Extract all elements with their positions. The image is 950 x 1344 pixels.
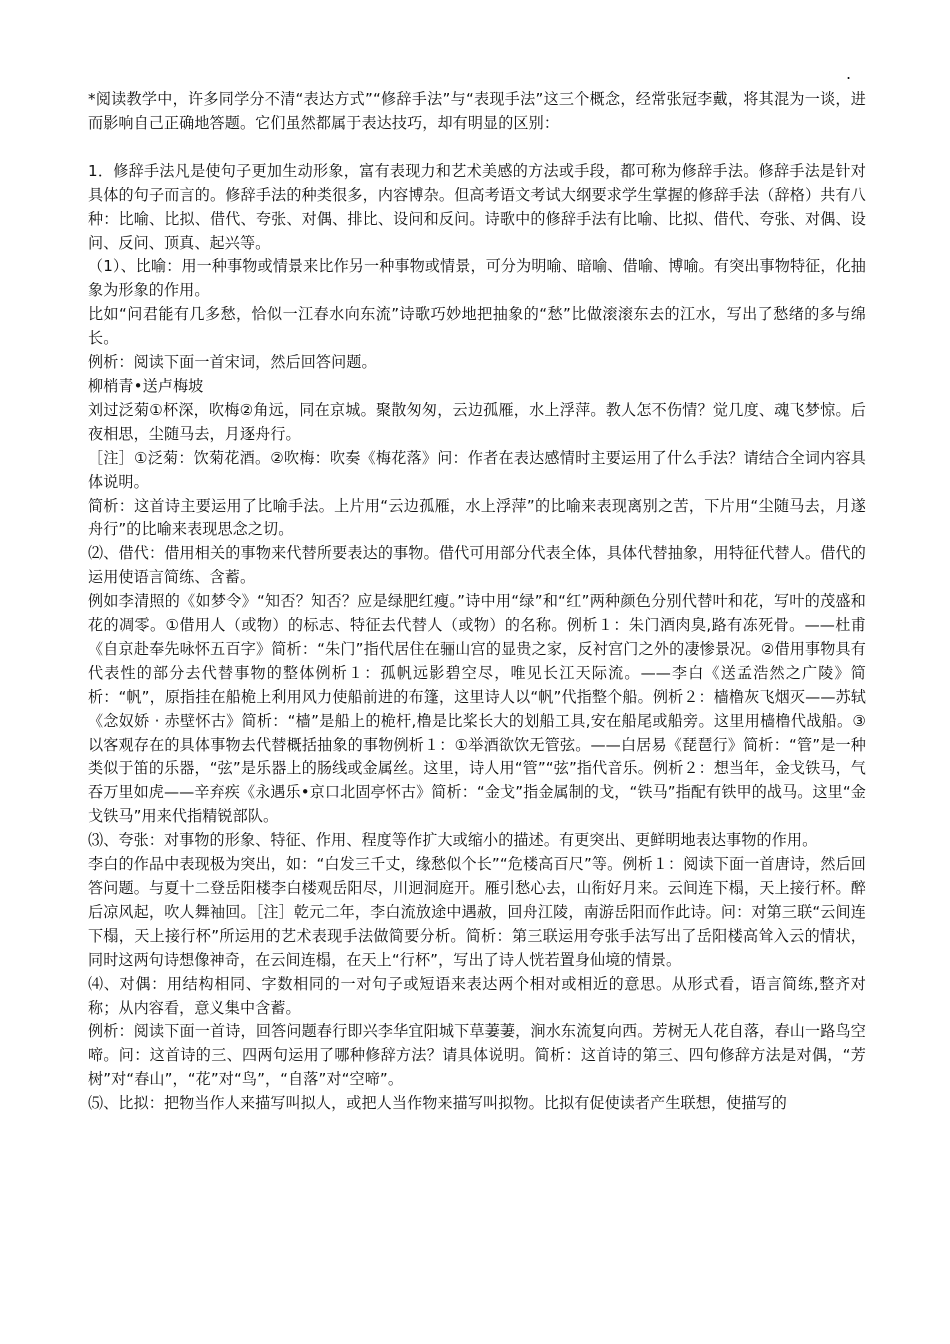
personification-definition: ⑸、比拟：把物当作人来描写叫拟人，或把人当作物来描写叫拟物。比拟有促使读者产生联想，使描写的 [88, 1094, 787, 1113]
section-rhetoric-heading: 1．修辞手法凡是使句子更加生动形象，富有表现力和艺术美感的方法或手段，都可称为修辞手法。修辞手法是针对具体的句子而言的。修辞手法的种类很多，内容博杂。但高考语文考试大纲要求学生掌握的修辞手法（辞格）共有八种：比喻、比拟、借代、夸张、对偶、排比、设问和反问。诗歌中的修辞手法有比喻、比拟、借代、夸张、对偶、设问、反问、顶真、起兴等。 [88, 161, 866, 252]
poem-analysis: 简析：这首诗主要运用了比喻手法。上片用“云边孤雁，水上浮萍”的比喻来表现离别之苦，下片用“尘随马去，月遂舟行”的比喻来表现思念之切。 [88, 496, 866, 539]
metonymy-definition: ⑵、借代：借用相关的事物来代替所要表达的事物。借代可用部分代表全体，具体代替抽象，用特征代替人。借代的运用使语言简练、含蓄。 [88, 544, 866, 587]
hyperbole-definition: ⑶、夸张：对事物的形象、特征、作用、程度等作扩大或缩小的描述。有更突出、更鲜明地表达事物的作用。 [88, 831, 818, 850]
poem-notes-question: ［注］①泛菊：饮菊花酒。②吹梅：吹奏《梅花落》问：作者在表达感情时主要运用了什么手法？请结合全词内容具体说明。 [88, 448, 866, 491]
poem-title: 柳梢青•送卢梅坡 [88, 376, 204, 395]
metonymy-examples: 例如李清照的《如梦令》“知否？知否？应是绿肥红瘦。”诗中用“绿”和“红”两种颜色分别代替叶和花，写叶的茂盛和花的凋零。①借用人（或物）的标志、特征去代替人（或物）的名称。例析１：朱门酒肉臭,路有冻死骨。——杜甫《自京赴奉先咏怀五百字》简析：“朱门”指代居住在骊山宫的显贵之家，反衬宫门之外的凄惨景况。②借用事物具有代表性的部分去代替事物的整体例析１：孤帆远影碧空尽，唯见长江天际流。——李白《送孟浩然之广陵》简析：“帆”，原指挂在船桅上利用风力使船前进的布篷，这里诗人以“帆”代指整个船。例析２：樯橹灰飞烟灭——苏轼《念奴娇 · 赤壁怀古》简析：“樯”是船上的桅杆,橹是比桨长大的划船工具,安在船尾或船旁。这里用樯橹代战船。③以客观存在的具体事物去代替概括抽象的事物例析１：①举酒欲饮无管弦。——白居易《琵琶行》简析：“管”是一种类似于笛的乐器，“弦”是乐器上的肠线或金属丝。这里，诗人用“管”“弦”指代音乐。例析２：想当年，金戈铁马，气吞万里如虎——辛弃疾《永遇乐•京口北固亭怀古》简析：“金戈”指金属制的戈，“铁马”指配有铁甲的战马。这里“金戈铁马”用来代指精锐部队。 [88, 592, 866, 826]
antithesis-example: 例析：阅读下面一首诗，回答问题春行即兴李华宜阳城下草萋萋，涧水东流复向西。芳树无人花自落，春山一路鸟空啼。问：这首诗的三、四两句运用了哪种修辞方法？请具体说明。简析：这首诗的第三、四句修辞方法是对偶，“芳树”对“春山”，“花”对“鸟”，“自落”对“空啼”。 [88, 1022, 866, 1089]
document-body [88, 88, 866, 1116]
hyperbole-examples: 李白的作品中表现极为突出，如：“白发三千丈，缘愁似个长”“危楼高百尺”等。例析１：阅读下面一首唐诗，然后回答问题。与夏十二登岳阳楼李白楼观岳阳尽，川迥洞庭开。雁引愁心去，山衔好月来。云间连下榻，天上接行杯。醉后凉风起，吹人舞袖回。［注］乾元二年，李白流放途中遇赦，回舟江陵，南游岳阳而作此诗。问：对第三联“云间连下榻，天上接行杯”所运用的艺术表现手法做简要分析。简析：第三联运用夸张手法写出了岳阳楼高耸入云的情状，同时这两句诗想像神奇，在云间连榻，在天上“行杯”，写出了诗人恍若置身仙境的情景。 [88, 855, 866, 969]
page-dot: . [846, 64, 852, 83]
blank-line [88, 136, 866, 160]
intro-paragraph: *阅读教学中，许多同学分不清“表达方式”“修辞手法”与“表现手法”这三个概念，经常张冠李戴，将其混为一谈，进而影响自己正确地答题。它们虽然都属于表达技巧，却有明显的区别： [88, 90, 866, 132]
antithesis-definition: ⑷、对偶：用结构相同、字数相同的一对句子或短语来表达两个相对或相近的意思。从形式看，语言简练,整齐对称；从内容看，意义集中含蓄。 [88, 974, 866, 1017]
metaphor-example: 比如“问君能有几多愁，恰似一江春水向东流”诗歌巧妙地把抽象的“愁”比做滚滚东去的江水，写出了愁绪的多与绵长。 [88, 305, 866, 348]
example-prompt: 例析：阅读下面一首宋词，然后回答问题。 [88, 353, 377, 372]
metaphor-definition: （1）、比喻：用一种事物或情景来比作另一种事物或情景，可分为明喻、暗喻、借喻、博喻。有突出事物特征，化抽象为形象的作用。 [88, 257, 866, 300]
poem-text: 刘过泛菊①杯深，吹梅②角远，同在京城。聚散匆匆，云边孤雁，水上浮萍。教人怎不伤情？觉几度、魂飞梦惊。后夜相思，尘随马去，月逐舟行。 [88, 400, 866, 443]
